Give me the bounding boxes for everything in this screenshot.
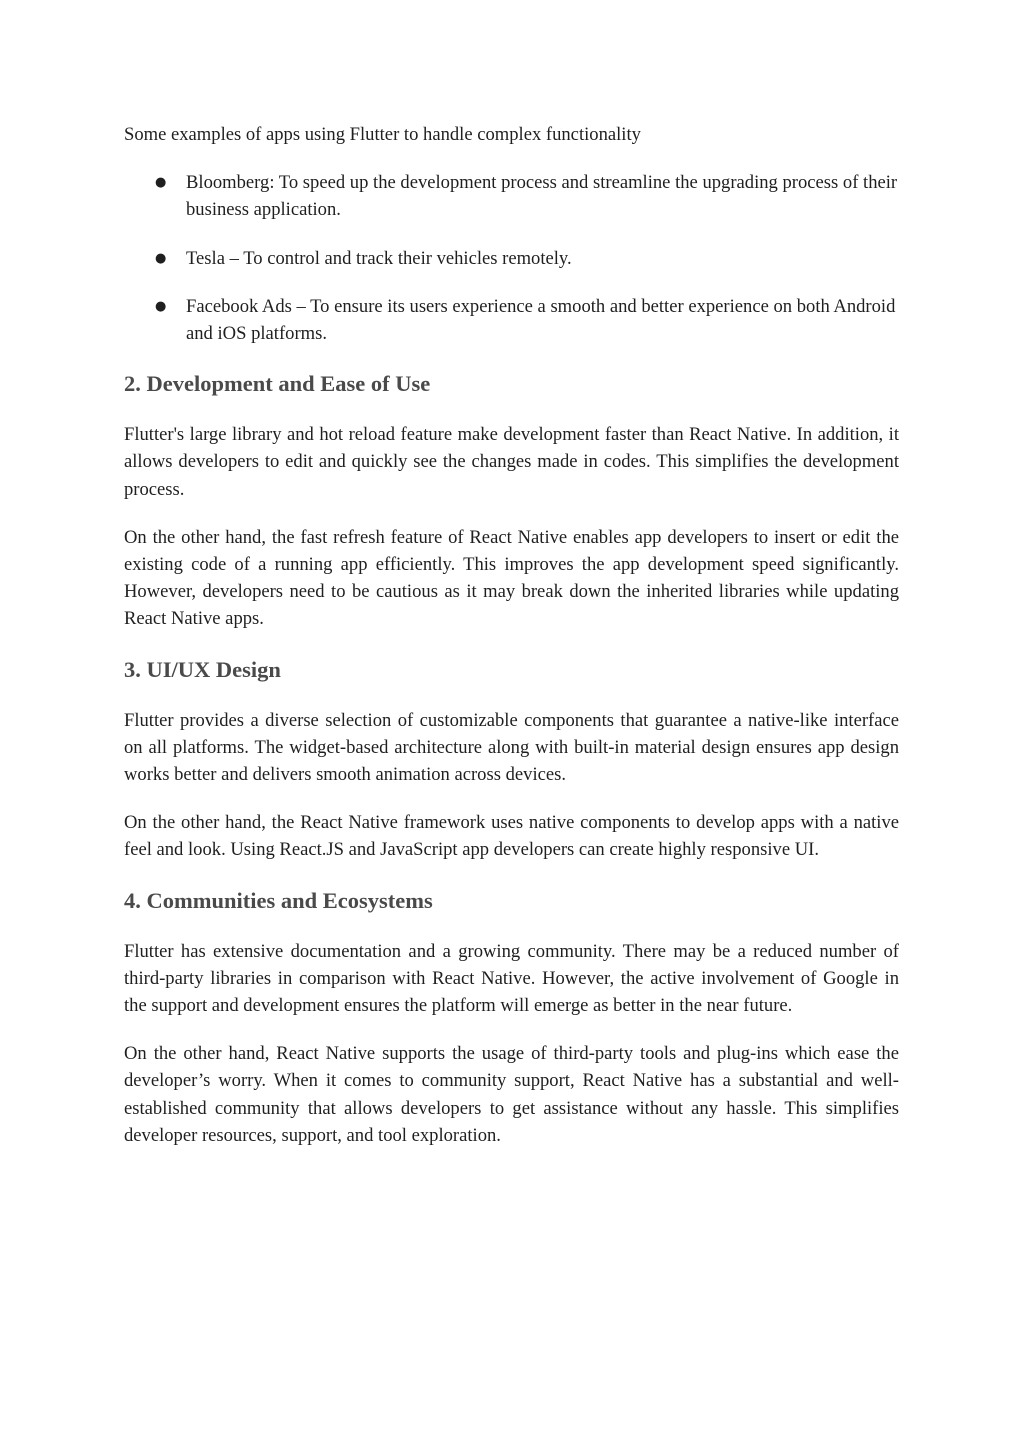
list-item-text: Facebook Ads – To ensure its users experience a smooth and better experience on both Android and iOS platforms.	[186, 295, 896, 345]
paragraph: Flutter provides a diverse selection of customizable components that guarantee a native-like interface on all platforms. The widget-based architecture along with built-in material design ensures app design works better and delivers smooth animation across devices.	[124, 709, 899, 786]
bullet-icon: ●	[155, 250, 167, 266]
list-item	[124, 245, 899, 272]
bullet-icon: ●	[155, 298, 167, 314]
list-item-text: Bloomberg: To speed up the development process and streamline the upgrading process of their business application.	[186, 172, 898, 221]
section-heading-ui-ux: 3. UI/UX Design	[124, 656, 281, 682]
list-item	[124, 293, 899, 347]
paragraph: Flutter's large library and hot reload feature make development faster than React Native. In addition, it allows developers to edit and quickly see the changes made in codes. This simplifies the development process.	[124, 424, 899, 500]
section-heading-communities: 4. Communities and Ecosystems	[124, 887, 433, 913]
list-item	[124, 169, 899, 223]
paragraph: On the other hand, the React Native framework uses native components to develop apps with a native feel and look. Using React.JS and JavaScript app developers can create highly responsive UI.	[124, 812, 899, 861]
paragraph: Flutter has extensive documentation and a growing community. There may be a reduced number of third-party libraries in comparison with React Native. However, the active involvement of Google in the support and development ensures the platform will emerge as better in the near future.	[124, 940, 899, 1017]
list-item-text: Tesla – To control and track their vehicles remotely.	[186, 247, 572, 269]
paragraph: On the other hand, React Native supports the usage of third-party tools and plug-ins which ease the developer’s worry. When it comes to community support, React Native has a substantial and well-established community that allows developers to get assistance without any hassle. This simplifies developer resources, support, and tool exploration.	[124, 1043, 899, 1146]
section-heading-development: 2. Development and Ease of Use	[124, 371, 431, 397]
intro-text: Some examples of apps using Flutter to handle complex functionality	[124, 124, 641, 145]
bullet-icon: ●	[155, 175, 167, 191]
document-page	[124, 121, 899, 1170]
paragraph: On the other hand, the fast refresh feature of React Native enables app developers to insert or edit the existing code of a running app efficiently. This improves the app development speed significantly. However, developers need to be cautious as it may break down the inherited libraries while updating React Native apps.	[124, 526, 899, 630]
examples-list	[124, 169, 899, 347]
